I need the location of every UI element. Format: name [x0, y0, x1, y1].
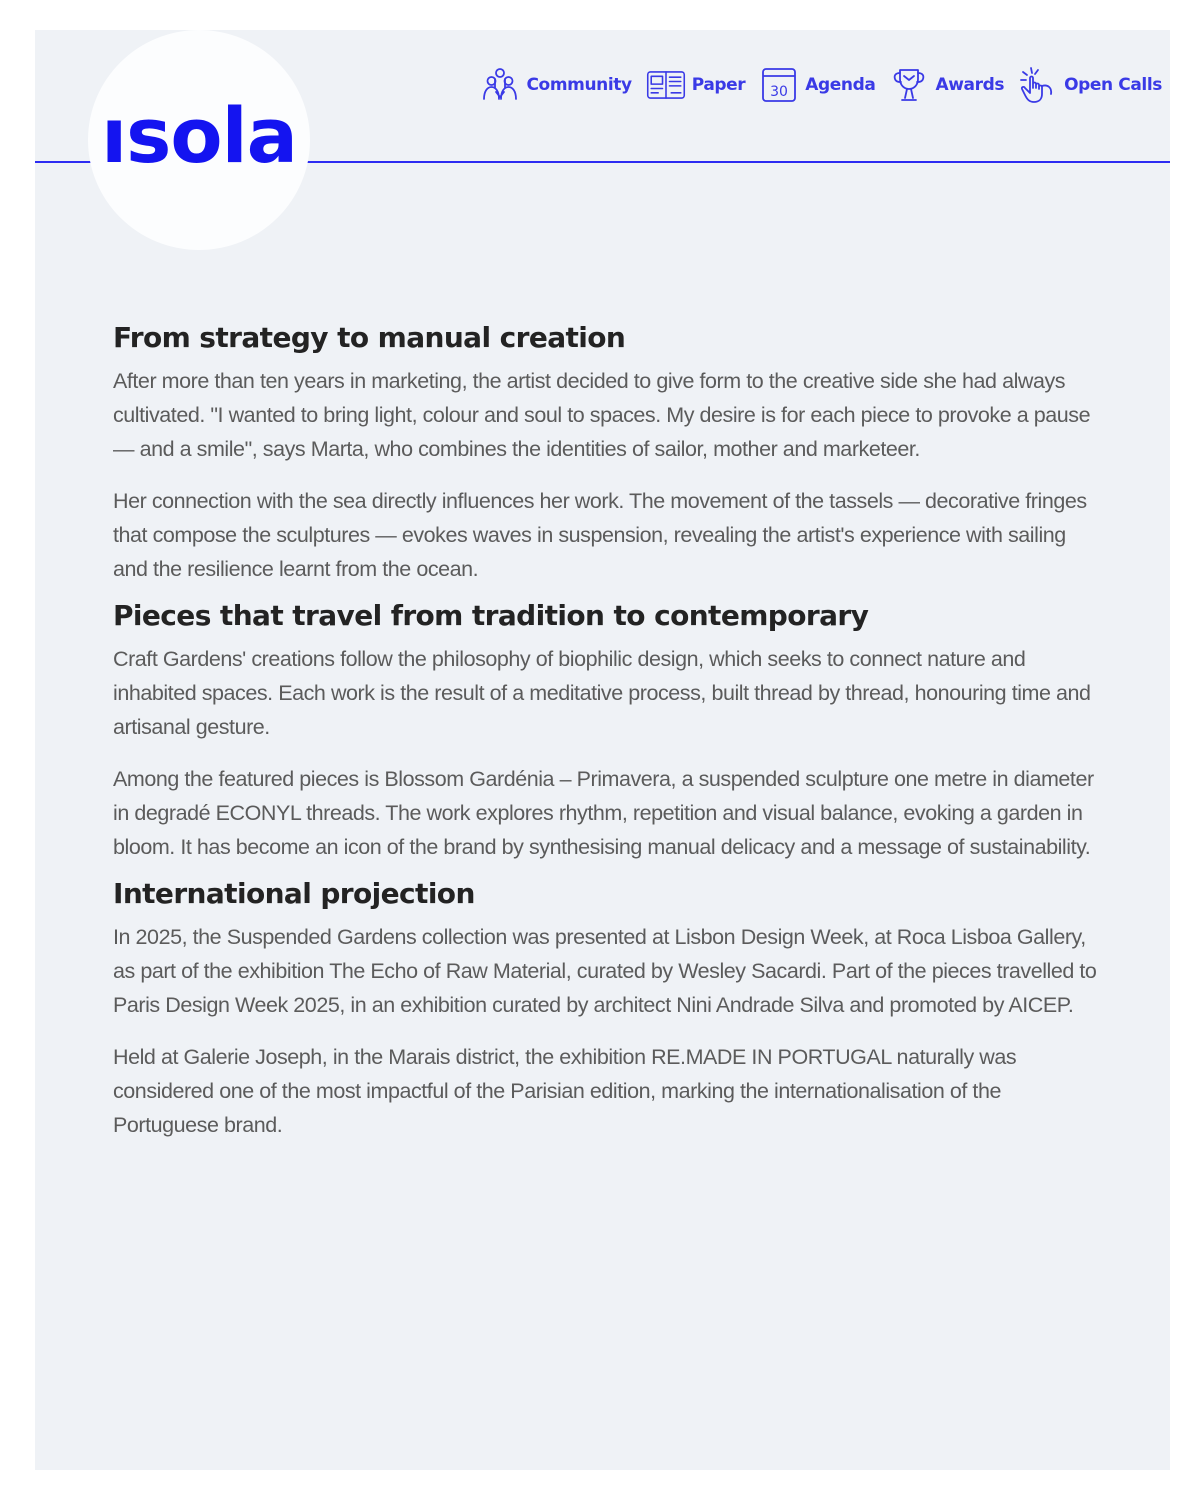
nav-label: Agenda: [805, 75, 876, 95]
logo-link[interactable]: [88, 30, 310, 250]
logo: ısola: [101, 91, 297, 180]
paragraph: In 2025, the Suspended Gardens collection was presented at Lisbon Design Week, at Roca Lisboa Gallery, as part of the exhibition The Echo of Raw Material, curated by Wesley Sacardi. Part of the pieces travelled to Paris Design Week 2025, in an exhibition curated by architect Nini Andrade Silva and promoted by AICEP.: [113, 925, 1097, 1017]
article-body: [113, 318, 1103, 1152]
nav-item-awards[interactable]: [889, 66, 1004, 104]
page-panel: [35, 30, 1170, 1470]
nav-label: Paper: [691, 75, 746, 95]
nav-item-paper[interactable]: [646, 66, 746, 104]
section-heading: From strategy to manual creation: [113, 321, 626, 354]
paragraph: Held at Galerie Joseph, in the Marais district, the exhibition RE.MADE IN PORTUGAL naturally was considered one of the most impactful of the Parisian edition, marking the internationalisation of the Portuguese brand.: [113, 1045, 1017, 1137]
nav-label: Open Calls: [1064, 75, 1162, 95]
calendar-icon: [759, 66, 799, 104]
nav-label: Community: [526, 75, 632, 95]
svg-text:30: 30: [770, 84, 789, 100]
paragraph: Craft Gardens' creations follow the philosophy of biophilic design, which seeks to connect nature and inhabited spaces. Each work is the result of a meditative process, built thread by thread, honouring time and artisanal gesture.: [113, 647, 1091, 739]
newspaper-icon: [646, 66, 686, 104]
paragraph: Her connection with the sea directly influences her work. The movement of the tassels — decorative fringes that compose the sculptures — evokes waves in suspension, revealing the artist's experience with sailing and the resilience learnt from the ocean.: [113, 489, 1087, 581]
section-heading: International projection: [113, 877, 475, 910]
community-icon: [480, 66, 520, 104]
section-heading: Pieces that travel from tradition to contemporary: [113, 599, 869, 632]
nav-label: Awards: [935, 75, 1005, 95]
trophy-icon: [889, 66, 929, 104]
tap-hand-icon: [1018, 66, 1058, 104]
paragraph: Among the featured pieces is Blossom Gardénia – Primavera, a suspended sculpture one metre in diameter in degradé ECONYL threads. The work explores rhythm, repetition and visual balance, evoking a garden in bloom. It has become an icon of the brand by synthesising manual delicacy and a message of sustainability.: [113, 767, 1094, 859]
paragraph: After more than ten years in marketing, the artist decided to give form to the creative side she had always cultivated. "I wanted to bring light, colour and soul to spaces. My desire is for each piece to provoke a pause — and a smile", says Marta, who combines the identities of sailor, mother and marketeer.: [113, 369, 1091, 461]
nav-item-community[interactable]: [480, 66, 631, 104]
nav-item-agenda[interactable]: [759, 66, 875, 104]
main-nav: [480, 66, 1162, 104]
nav-item-open-calls[interactable]: [1018, 66, 1162, 104]
